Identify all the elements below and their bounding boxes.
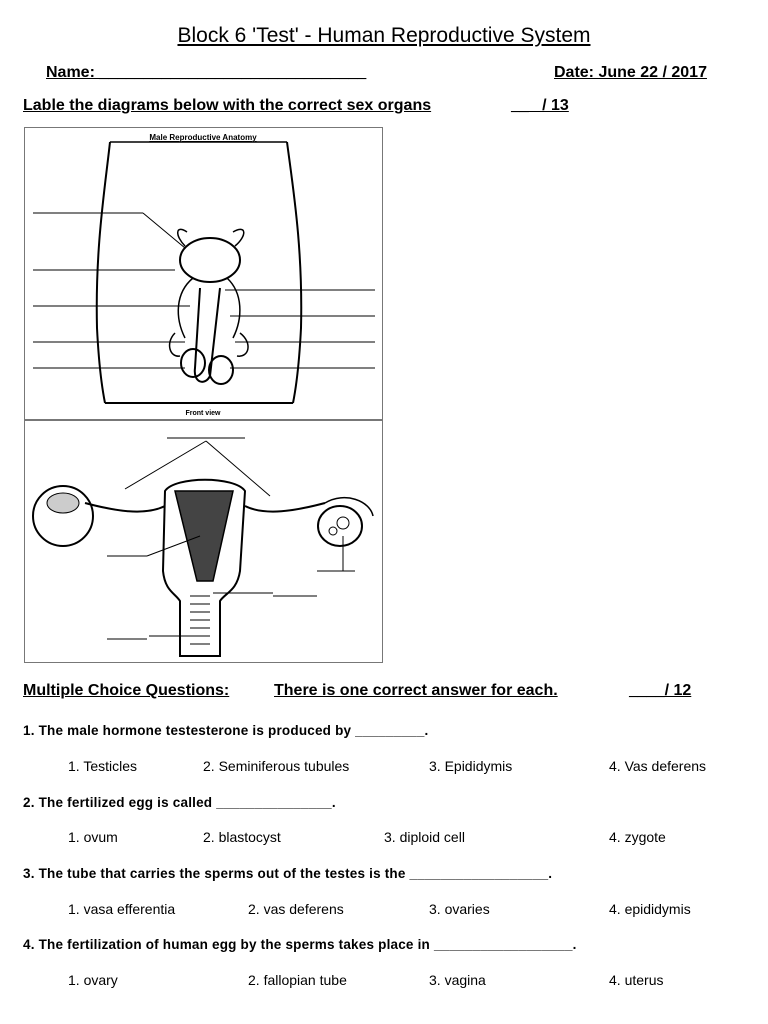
page-title-text: Block 6 'Test' - Human Reproductive System bbox=[177, 24, 591, 47]
question-2-option-4[interactable]: 4. zygote bbox=[609, 829, 666, 845]
female-anatomy-figure bbox=[24, 420, 383, 663]
question-1-option-2[interactable]: 2. Seminiferous tubules bbox=[203, 758, 350, 774]
question-3-option-3[interactable]: 3. ovaries bbox=[429, 901, 490, 917]
question-3-option-2[interactable]: 2. vas deferens bbox=[248, 901, 344, 917]
question-2-option-2[interactable]: 2. blastocyst bbox=[203, 829, 281, 845]
question-1-option-1[interactable]: 1. Testicles bbox=[68, 758, 137, 774]
diagram-score: __ / 13 bbox=[511, 97, 569, 114]
question-2-option-3[interactable]: 3. diploid cell bbox=[384, 829, 465, 845]
name-field-label: Name: ______________________________ bbox=[46, 64, 367, 81]
question-1-option-3[interactable]: 3. Epididymis bbox=[429, 758, 513, 774]
male-anatomy-title: Male Reproductive Anatomy bbox=[149, 133, 257, 142]
question-3-text: 3. The tube that carries the sperms out of the testes is the __________________. bbox=[23, 866, 553, 881]
question-3-option-1[interactable]: 1. vasa efferentia bbox=[68, 901, 176, 917]
mcq-heading: Multiple Choice Questions: bbox=[23, 682, 230, 699]
question-4-option-1[interactable]: 1. ovary bbox=[68, 972, 118, 988]
mcq-instruction: There is one correct answer for each. bbox=[274, 682, 558, 699]
question-4-text: 4. The fertilization of human egg by the sperms takes place in __________________. bbox=[23, 937, 577, 952]
question-2-option-1[interactable]: 1. ovum bbox=[68, 829, 118, 845]
question-4-option-4[interactable]: 4. uterus bbox=[609, 972, 664, 988]
date-label: Date: June 22 / 2017 bbox=[554, 64, 707, 81]
question-1-option-4[interactable]: 4. Vas deferens bbox=[609, 758, 707, 774]
mcq-score: ____/ 12 bbox=[629, 682, 692, 699]
question-4-option-3[interactable]: 3. vagina bbox=[429, 972, 486, 988]
page-title bbox=[0, 24, 768, 48]
question-4-option-2[interactable]: 2. fallopian tube bbox=[248, 972, 347, 988]
question-3-option-4[interactable]: 4. epididymis bbox=[609, 901, 691, 917]
question-1-text: 1. The male hormone testesterone is produced by _________. bbox=[23, 723, 429, 738]
male-anatomy-figure bbox=[24, 127, 383, 420]
female-anatomy-drawing bbox=[25, 421, 382, 662]
male-anatomy-caption: Front view bbox=[185, 410, 221, 417]
question-2-text: 2. The fertilized egg is called _______________. bbox=[23, 795, 336, 810]
diagram-instruction: Lable the diagrams below with the correct sex organs bbox=[23, 97, 432, 114]
male-anatomy-drawing bbox=[25, 128, 382, 419]
